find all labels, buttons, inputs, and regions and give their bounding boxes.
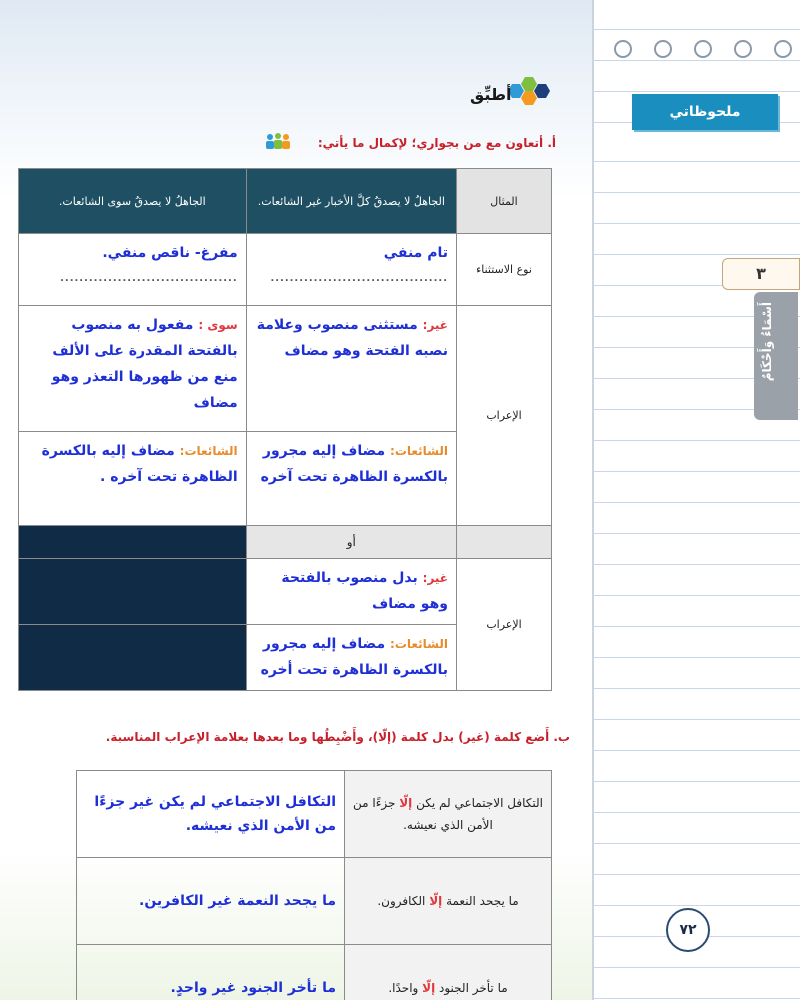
answer-irab2-col1-a[interactable]: غير: بدل منصوب بالفتحة وهو مضاف	[246, 559, 456, 625]
answer-cell[interactable]: التكافل الاجتماعي لم يكن غير جزءًا من الأمن الذي نعيشه.	[77, 771, 345, 858]
answer-irab-col1-b[interactable]: الشائعات: مضاف إليه مجرور بالكسرة الظاهرة تحت آخره	[246, 432, 456, 526]
ring-icon	[734, 40, 752, 58]
question-cell: التكافل الاجتماعي لم يكن إلّا جزءًا من الأمن الذي نعيشه.	[345, 771, 552, 858]
question-cell: ما تأخر الجنود إلّا واحدًا.	[345, 945, 552, 1000]
replacement-table	[76, 770, 552, 1000]
instruction-b: ب. أَضع كلمة (غير) بدل كلمة (إلّا)، وأَضْبِطُها وما بعدها بعلامة الإعراب المناسبة.	[105, 730, 570, 744]
row-label-irab-2: الإعراب	[457, 559, 552, 691]
ring-icon	[614, 40, 632, 58]
ring-icon	[694, 40, 712, 58]
notes-title: ملحوظاتي	[632, 94, 778, 130]
row-label-irab-1: الإعراب	[457, 306, 552, 526]
table-row	[77, 945, 552, 1000]
notes-panel	[592, 0, 800, 1000]
row-label-istithna: نوع الاستثناء	[457, 234, 552, 306]
answer-cell[interactable]: ما يجحد النعمة غير الكافرين.	[77, 858, 345, 945]
answer-irab-col2-a[interactable]: سوى : مفعول به منصوب بالفتحة المقدرة على الألف منع من ظهورها التعذر وهو مضاف	[19, 306, 247, 432]
header-col2: الجاهلُ لا يصدقُ سوى الشائعات.	[19, 169, 247, 234]
answer-istithna-col2[interactable]: مفرغ- ناقص منفي. .....................................	[19, 234, 247, 306]
answer-irab-col2-b[interactable]: الشائعات: مضاف إليه بالكسرة الظاهرة تحت آخره .	[19, 432, 247, 526]
header-example: المثال	[457, 169, 552, 234]
chapter-number: ٣	[722, 258, 800, 290]
instruction-a: أ. أتعاون مع من بجواري؛ لإكمال ما يأتي:	[317, 136, 556, 150]
exercise-table	[18, 168, 552, 691]
ring-icon	[654, 40, 672, 58]
or-label: أو	[246, 526, 456, 559]
group-icon	[264, 131, 292, 153]
header-col1: الجاهلُ لا يصدقُ كلَّ الأخبار غير الشائعات.	[246, 169, 456, 234]
question-cell: ما يجحد النعمة إلّا الكافرون.	[345, 858, 552, 945]
ring-icon	[774, 40, 792, 58]
answer-cell[interactable]: ما تأخر الجنود غير واحدٍ.	[77, 945, 345, 1000]
answer-irab2-col1-b[interactable]: الشائعات: مضاف إليه مجرور بالكسرة الظاهرة تحت أخره	[246, 625, 456, 691]
table-row	[77, 858, 552, 945]
page-number: ٧٢	[666, 908, 710, 952]
hexagon-icon	[508, 74, 550, 108]
table-row	[77, 771, 552, 858]
dark-cell-top	[19, 526, 247, 559]
chapter-name: أَسْمَاءُ وَأَحْكَامٌ	[760, 302, 774, 382]
answer-istithna-col1[interactable]: تام منفي .....................................	[246, 234, 456, 306]
answer-irab-col1-a[interactable]: غير: مستثنى منصوب وعلامة نصبه الفتحة وهو مضاف	[246, 306, 456, 432]
binder-rings	[614, 40, 792, 58]
chapter-tab[interactable]	[754, 292, 798, 420]
or-spacer	[457, 526, 552, 559]
section-heading: أطبِّق	[470, 85, 512, 104]
dark-cell-bottom	[19, 625, 247, 691]
dark-cell-middle	[19, 559, 247, 625]
